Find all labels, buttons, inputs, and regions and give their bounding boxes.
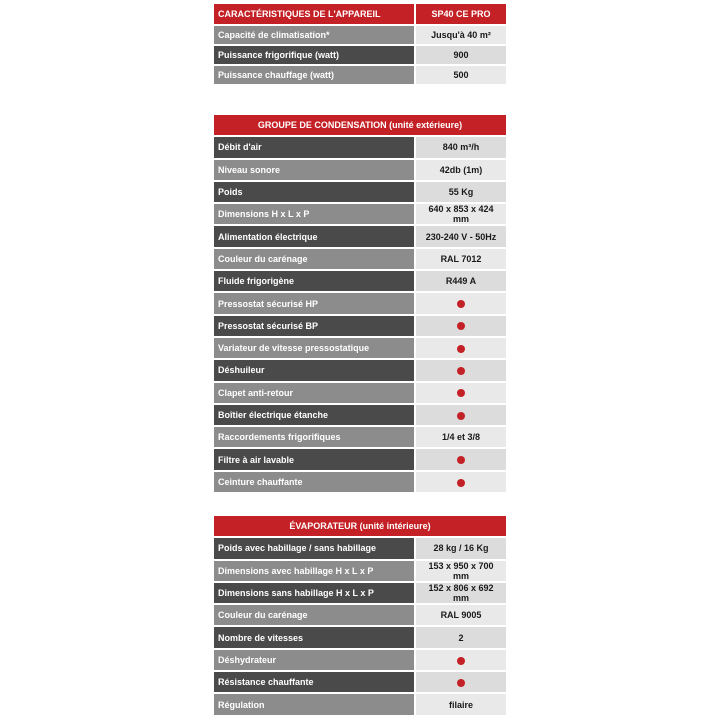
row-value: filaire (416, 694, 506, 716)
row-value: 2 (416, 627, 506, 649)
header-title: ÉVAPORATEUR (unité intérieure) (214, 516, 506, 538)
row-value: RAL 7012 (416, 249, 506, 271)
row-label: Poids avec habillage / sans habillage (214, 538, 416, 560)
table-row (214, 204, 506, 226)
row-label: Boîtier électrique étanche (214, 405, 416, 427)
table-row (214, 583, 506, 605)
row-label: Variateur de vitesse pressostatique (214, 338, 416, 360)
row-value: 1/4 et 3/8 (416, 427, 506, 449)
row-label: Filtre à air lavable (214, 449, 416, 471)
table-header (214, 516, 506, 538)
row-value: RAL 9005 (416, 605, 506, 627)
table-header (214, 4, 506, 26)
red-dot-icon (457, 679, 465, 687)
row-label: Débit d'air (214, 137, 416, 159)
row-label: Nombre de vitesses (214, 627, 416, 649)
row-value (416, 672, 506, 694)
header-model: SP40 CE PRO (416, 4, 506, 26)
table-row (214, 160, 506, 182)
table-row (214, 449, 506, 471)
table-row (214, 46, 506, 66)
row-value (416, 405, 506, 427)
table-row (214, 472, 506, 494)
row-label: Niveau sonore (214, 160, 416, 182)
row-value: 42db (1m) (416, 160, 506, 182)
row-label: Fluide frigorigène (214, 271, 416, 293)
table-row (214, 293, 506, 315)
row-label: Régulation (214, 694, 416, 716)
table-row (214, 338, 506, 360)
row-label: Déshydrateur (214, 650, 416, 672)
red-dot-icon (457, 412, 465, 420)
row-value: 152 x 806 x 692 mm (416, 583, 506, 605)
row-label: Couleur du carénage (214, 249, 416, 271)
table-header (214, 115, 506, 137)
red-dot-icon (457, 456, 465, 464)
row-label: Dimensions sans habillage H x L x P (214, 583, 416, 605)
row-label: Raccordements frigorifiques (214, 427, 416, 449)
row-label: Résistance chauffante (214, 672, 416, 694)
table-row (214, 66, 506, 86)
red-dot-icon (457, 345, 465, 353)
red-dot-icon (457, 479, 465, 487)
row-label: Dimensions H x L x P (214, 204, 416, 226)
row-value: 55 Kg (416, 182, 506, 204)
table-row (214, 226, 506, 248)
table-row (214, 360, 506, 382)
table-row (214, 182, 506, 204)
table-row (214, 405, 506, 427)
evaporator-unit-table (214, 516, 506, 717)
row-value (416, 650, 506, 672)
row-value (416, 383, 506, 405)
row-label: Dimensions avec habillage H x L x P (214, 561, 416, 583)
row-value: 840 m³/h (416, 137, 506, 159)
row-value (416, 316, 506, 338)
table-row (214, 627, 506, 649)
red-dot-icon (457, 367, 465, 375)
table-row (214, 249, 506, 271)
table-row (214, 561, 506, 583)
red-dot-icon (457, 657, 465, 665)
row-label: Pressostat sécurisé BP (214, 316, 416, 338)
table-row (214, 605, 506, 627)
condensing-unit-table (214, 115, 506, 494)
row-value: 500 (416, 66, 506, 86)
table-row (214, 650, 506, 672)
table-row (214, 271, 506, 293)
table-row (214, 694, 506, 716)
row-label: Alimentation électrique (214, 226, 416, 248)
row-value: 153 x 950 x 700 mm (416, 561, 506, 583)
table-row (214, 672, 506, 694)
header-label: CARACTÉRISTIQUES DE L'APPAREIL (214, 4, 416, 26)
table-row (214, 538, 506, 560)
row-value: 28 kg / 16 Kg (416, 538, 506, 560)
row-value: 640 x 853 x 424 mm (416, 204, 506, 226)
row-value: 230-240 V - 50Hz (416, 226, 506, 248)
row-label: Puissance frigorifique (watt) (214, 46, 416, 66)
table-row (214, 26, 506, 46)
row-value: 900 (416, 46, 506, 66)
row-label: Poids (214, 182, 416, 204)
table-row (214, 137, 506, 159)
row-value: Jusqu'à 40 m² (416, 26, 506, 46)
row-label: Clapet anti-retour (214, 383, 416, 405)
red-dot-icon (457, 389, 465, 397)
row-value (416, 472, 506, 494)
row-label: Couleur du carénage (214, 605, 416, 627)
row-value: R449 A (416, 271, 506, 293)
red-dot-icon (457, 322, 465, 330)
row-label: Pressostat sécurisé HP (214, 293, 416, 315)
table-row (214, 383, 506, 405)
table-row (214, 316, 506, 338)
row-label: Déshuileur (214, 360, 416, 382)
red-dot-icon (457, 300, 465, 308)
row-label: Puissance chauffage (watt) (214, 66, 416, 86)
appliance-characteristics-table (214, 4, 506, 86)
row-value (416, 293, 506, 315)
header-title: GROUPE DE CONDENSATION (unité extérieure) (214, 115, 506, 137)
row-value (416, 338, 506, 360)
row-label: Ceinture chauffante (214, 472, 416, 494)
table-row (214, 427, 506, 449)
row-label: Capacité de climatisation* (214, 26, 416, 46)
row-value (416, 449, 506, 471)
row-value (416, 360, 506, 382)
